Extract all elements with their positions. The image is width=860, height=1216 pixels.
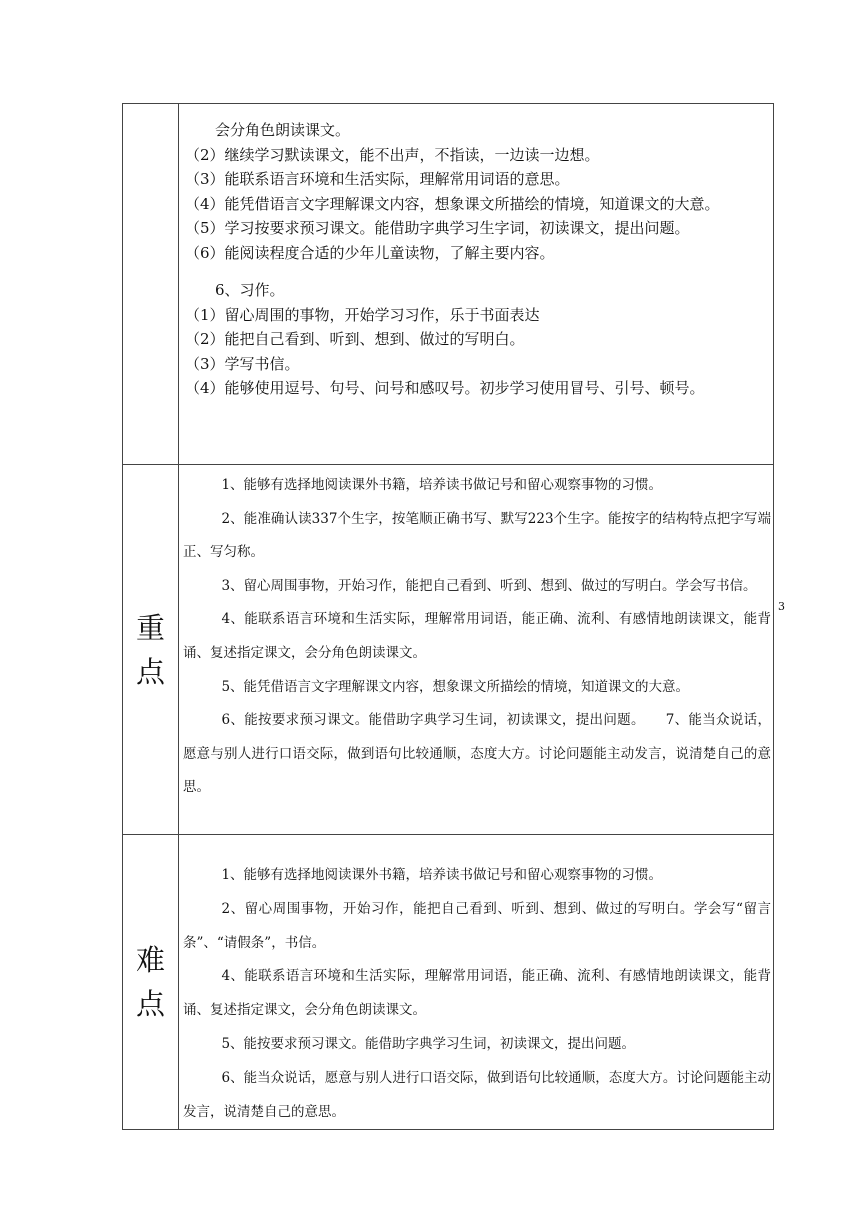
objectives-content-cell: [179, 104, 774, 465]
objective-paragraph: （3）能联系语言环境和生活实际，理解常用词语的意思。: [185, 170, 570, 188]
objective-paragraph: （2）继续学习默读课文，能不出声，不指读，一边读一边想。: [185, 145, 600, 164]
difficulty-paragraph: 5、能按要求预习课文。能借助字典学习生词，初读课文，提出问题。: [221, 1035, 636, 1052]
objective-paragraph: 会分角色朗读课文。: [215, 121, 351, 139]
key-points-label-cell: [123, 465, 179, 835]
key-points-row: [123, 465, 774, 835]
objective-paragraph: （2）能把自己看到、听到、想到、做过的写明白。: [185, 330, 525, 348]
objective-paragraph: （4）能凭借语言文字理解课文内容，想象课文所描绘的情境，知道课文的大意。: [185, 194, 720, 213]
lesson-plan-table: [122, 103, 774, 1130]
key-point-paragraph: 1、能够有选择地阅读课外书籍，培养读书做记号和留心观察事物的习惯。: [221, 477, 663, 493]
objective-paragraph: （5）学习按要求预习课文。能借助字典学习生字词，初读课文，提出问题。: [185, 219, 690, 237]
objective-paragraph: （3）学写书信。: [185, 354, 300, 373]
objectives-label-cell: [123, 104, 179, 465]
key-points-label-char: 点: [135, 654, 165, 689]
key-point-paragraph: 3、留心周围事物，开始习作，能把自己看到、听到、想到、做过的写明白。学会写书信。: [221, 577, 757, 594]
difficulties-label-char: 难: [135, 943, 165, 978]
difficulty-paragraph: 1、能够有选择地阅读课外书籍，培养读书做记号和留心观察事物的习惯。: [221, 867, 663, 883]
difficulties-label-cell: [123, 835, 179, 1130]
objective-paragraph: （4）能够使用逗号、句号、问号和感叹号。初步学习使用冒号、引号、顿号。: [185, 379, 705, 397]
difficulty-paragraph: 2、留心周围事物，开始习作，能把自己看到、听到、想到、做过的写明白。学会写“留言条”、“请假条”，书信。: [183, 900, 771, 951]
key-points-label-char: 重: [135, 610, 165, 645]
difficulties-content-cell: [179, 835, 774, 1130]
key-point-paragraph: 6、能按要求预习课文。能借助字典学习生词，初读课文，提出问题。 7、能当众说话，愿意与别人进行口语交际，做到语句比较通顺，态度大方。讨论问题能主动发言，说清楚自己的意思。: [183, 712, 771, 796]
objective-paragraph: （6）能阅读程度合适的少年儿童读物，了解主要内容。: [185, 243, 555, 262]
page-number: 3: [778, 600, 785, 613]
objective-paragraph: （1）留心周围的事物，开始学习习作，乐于书面表达: [185, 305, 540, 324]
difficulty-paragraph: 4、能联系语言环境和生活实际，理解常用词语，能正确、流利、有感情地朗读课文，能背诵、复述指定课文，会分角色朗读课文。: [183, 968, 771, 1019]
key-point-paragraph: 5、能凭借语言文字理解课文内容，想象课文所描绘的情境，知道课文的大意。: [221, 678, 690, 695]
key-point-paragraph: 4、能联系语言环境和生活实际，理解常用词语，能正确、流利、有感情地朗读课文，能背诵、复述指定课文，会分角色朗读课文。: [183, 611, 771, 661]
objective-heading: 6、习作。: [215, 281, 285, 299]
key-point-paragraph: 2、能准确认读337个生字，按笔顺正确书写、默写223个生字。能按字的结构特点把字写端正、写匀称。: [183, 510, 771, 561]
objectives-row: [123, 104, 774, 465]
difficulty-paragraph: 6、能当众说话，愿意与别人进行口语交际，做到语句比较通顺，态度大方。讨论问题能主动发言，说清楚自己的意思。: [183, 1069, 771, 1120]
difficulties-row: [123, 835, 774, 1130]
difficulties-label-char: 点: [135, 987, 165, 1022]
key-points-content-cell: [179, 465, 774, 835]
